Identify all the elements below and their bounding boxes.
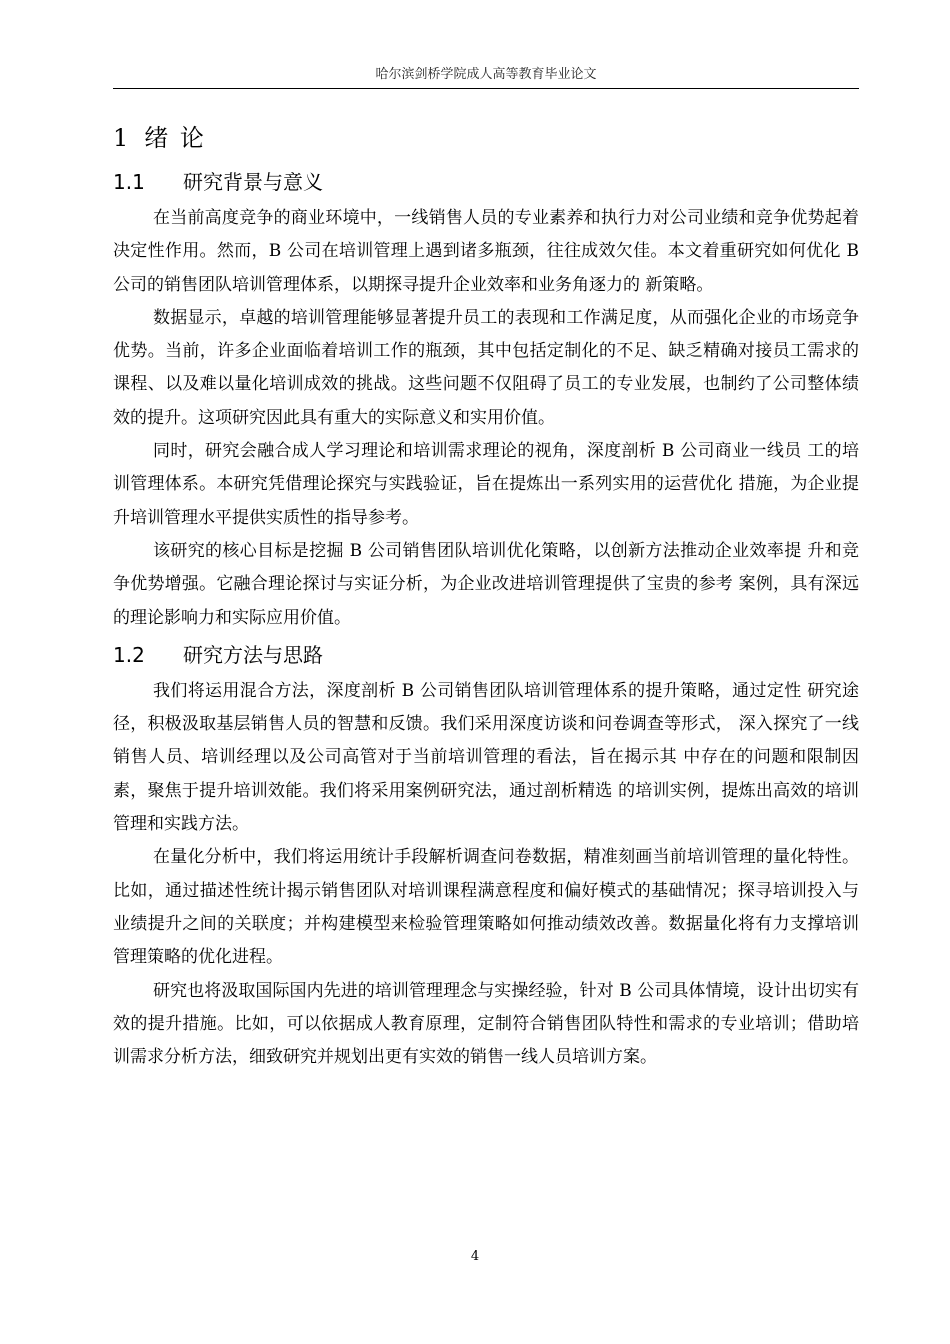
paragraph: 在当前高度竞争的商业环境中，一线销售人员的专业素养和执行力对公司业绩和竞争优势起着决定性作用。然而，B 公司在培训管理上遇到诸多瓶颈，往往成效欠佳。本文着重研究如何优化 B 公司的销售团队培训管理体系，以期探寻提升企业效率和业务角逐力的 新策略。 bbox=[113, 208, 859, 295]
paragraph: 数据显示，卓越的培训管理能够显著提升员工的表现和工作满足度，从而强化企业的市场竞争优势。当前，许多企业面临着培训工作的瓶颈，其中包括定制化的不足、缺乏精确对接员工需求的课程、以及难以量化培训成效的挑战。这些问题不仅阻碍了员工的专业发展，也制约了公司整体绩效的提升。这项研究因此具有重大的实际意义和实用价值。 bbox=[113, 307, 859, 428]
section-number: 1.2 bbox=[113, 642, 145, 667]
running-header: 哈尔滨剑桥学院成人高等教育毕业论文 bbox=[375, 67, 597, 82]
section-title-1-1 bbox=[113, 162, 859, 202]
paragraph: 在量化分析中，我们将运用统计手段解析调查问卷数据，精准刻画当前培训管理的量化特性。比如，通过描述性统计揭示销售团队对培训课程满意程度和偏好模式的基础情况；探寻培训投入与业绩提升之间的关联度；并构建模型来检验管理策略如何推动绩效改善。数据量化将有力支撑培训管理策略的优化进程。 bbox=[113, 847, 859, 968]
chapter-title-text: 绪 论 bbox=[144, 124, 206, 152]
section-title-text: 研究背景与意义 bbox=[183, 170, 323, 194]
paragraph: 研究也将汲取国际国内先进的培训管理理念与实操经验，针对 B 公司具体情境，设计出切实有效的提升措施。比如，可以依据成人教育原理，定制符合销售团队特性和需求的专业培训；借助培训需求分析方法，细致研究并规划出更有实效的销售一线人员培训方案。 bbox=[113, 980, 859, 1068]
chapter-number: 1 bbox=[113, 124, 131, 152]
paragraph: 我们将运用混合方法，深度剖析 B 公司销售团队培训管理体系的提升策略，通过定性 研究途径，积极汲取基层销售人员的智慧和反馈。我们采用深度访谈和问卷调查等形式， 深入探究了一线销售人员、培训经理以及公司高管对于当前培训管理的看法，旨在揭示其 中存在的问题和限制因素，聚焦于提升培训效能。我们将采用案例研究法，通过剖析精选 的培训实例，提炼出高效的培训管理和实践方法。 bbox=[113, 680, 859, 835]
page-number: 4 bbox=[470, 1249, 480, 1264]
section-title-text: 研究方法与思路 bbox=[183, 642, 323, 667]
header-rule bbox=[113, 88, 859, 89]
section-number: 1.1 bbox=[113, 170, 145, 194]
paragraph: 该研究的核心目标是挖掘 B 公司销售团队培训优化策略，以创新方法推动企业效率提 升和竞争优势增强。它融合理论探讨与实证分析，为企业改进培训管理提供了宝贵的参考 案例，具有深远的理论影响力和实际应用价值。 bbox=[113, 540, 859, 628]
paragraph: 同时，研究会融合成人学习理论和培训需求理论的视角，深度剖析 B 公司商业一线员 工的培训管理体系。本研究凭借理论探究与实践验证，旨在提炼出一系列实用的运营优化 措施，为企业提升培训管理水平提供实质性的指导参考。 bbox=[113, 441, 859, 528]
page-body bbox=[113, 118, 859, 1074]
chapter-title bbox=[113, 118, 859, 158]
section-title-1-2 bbox=[113, 635, 859, 675]
